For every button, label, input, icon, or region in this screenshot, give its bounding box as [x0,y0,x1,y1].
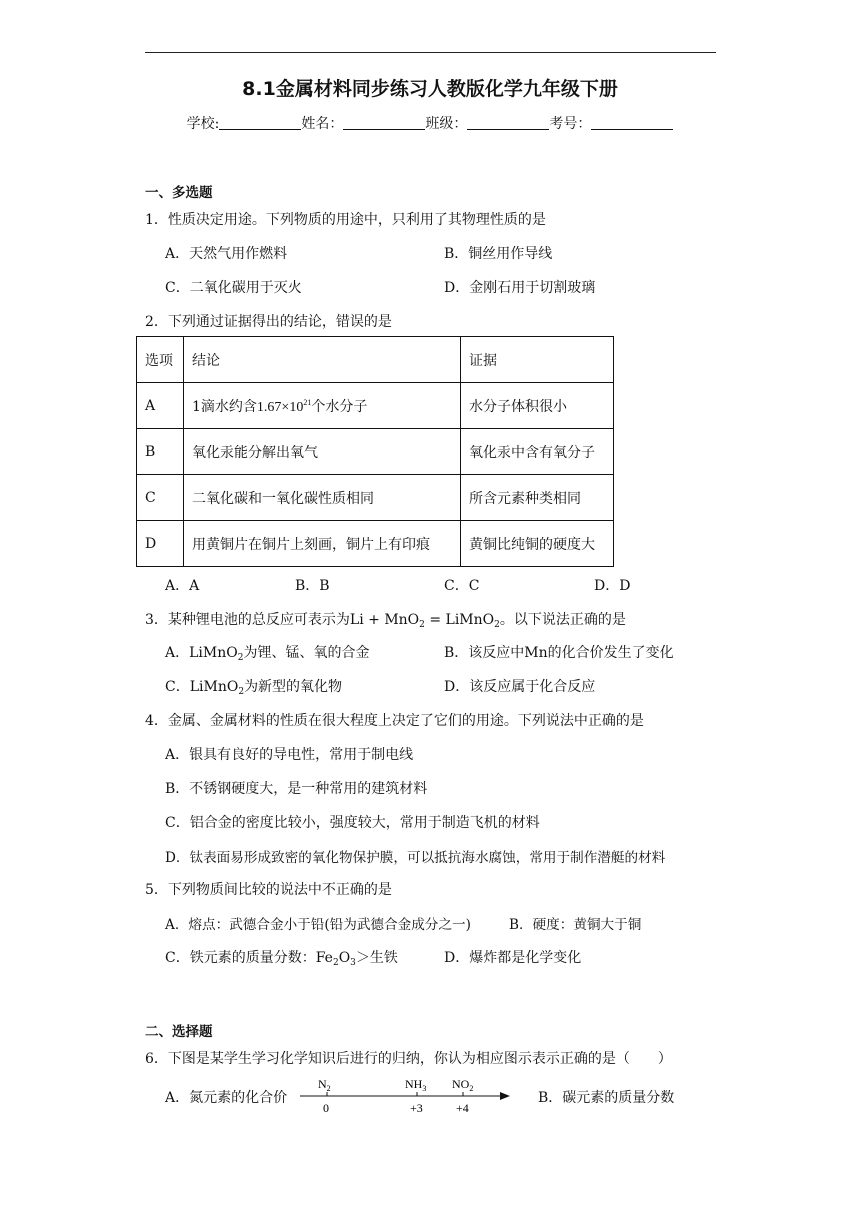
question-2-option-b[interactable]: B．B [295,578,330,594]
class-label: 班级： [425,116,468,132]
table-cell-evidence: 氧化汞中含有氧分子 [461,429,614,475]
valence-label-0: 0 [323,1101,329,1115]
table-cell-evidence: 黄铜比纯铜的硬度大 [461,521,614,567]
student-info [0,113,860,133]
name-label: 姓名： [301,116,344,132]
conclusion-text-post: 个水分子 [311,398,368,415]
table-cell-evidence: 所含元素种类相同 [461,475,614,521]
question-3-stem [145,609,626,629]
question-1-option-a[interactable]: A．天然气用作燃料 [165,246,288,262]
equation-part-2: = LiMnO [424,612,495,628]
question-5-option-b[interactable]: B．硬度：黄铜大于铜 [509,917,642,933]
option-c-subscript-1: 2 [332,958,339,968]
page-title: 8.1金属材料同步练习人教版化学九年级下册 [242,78,618,100]
top-rule [145,52,716,53]
nitrogen-valence-diagram [296,1072,516,1120]
table-cell-conclusion: 二氧化碳和一氧化碳性质相同 [184,475,461,521]
question-3-option-a[interactable] [165,642,369,662]
question-2-option-a[interactable]: A．A [165,578,200,594]
question-2-option-c[interactable]: C．C [444,578,480,594]
table-row [137,475,614,521]
question-6-option-b[interactable]: B．碳元素的质量分数 [538,1090,675,1106]
school-label: 学校: [186,116,220,132]
table-cell-evidence: 水分子体积很小 [461,383,614,429]
option-a-subscript: 2 [237,653,244,663]
question-1-option-c[interactable]: C．二氧化碳用于灭火 [165,280,302,296]
question-1-option-b[interactable]: B．铜丝用作导线 [444,246,553,262]
question-4-option-b[interactable]: B．不锈钢硬度大，是一种常用的建筑材料 [165,781,428,797]
question-3-option-b[interactable]: B．该反应中Mn的化合价发生了变化 [444,645,674,661]
question-5-option-a[interactable]: A．熔点：武德合金小于铅(铅为武德合金成分之一) [165,917,471,933]
question-3-option-d[interactable]: D．该反应属于化合反应 [444,679,596,695]
table-row [137,521,614,567]
question-2-stem: 2．下列通过证据得出的结论，错误的是 [145,314,392,330]
question-6-stem: 6．下图是某学生学习化学知识后进行的归纳，你认为相应图示表示正确的是（ ） [145,1051,672,1067]
question-2-option-d[interactable]: D．D [594,578,631,594]
option-a-text: 为锂、锰、氧的合金 [243,645,370,661]
table-header-row [137,337,614,383]
option-c-text-pre: C．铁元素的质量分数：Fe [165,950,333,966]
table-header-conclusion: 结论 [184,337,461,383]
question-5-stem: 5．下列物质间比较的说法中不正确的是 [145,882,392,898]
question-4-option-a[interactable]: A．银具有良好的导电性，常用于制电线 [165,747,414,763]
question-5-option-c[interactable] [165,947,398,967]
species-label-n2: $N_2$ [318,1077,331,1093]
question-3-stem-post: 。以下说法正确的是 [499,612,626,628]
table-cell-conclusion: 用黄铜片在铜片上刻画，铜片上有印痕 [184,521,461,567]
option-a-formula: A．LiMnO [165,645,238,661]
table-row [137,383,614,429]
conclusion-number: 1.67×10 [256,399,304,415]
table-cell-option: D [137,521,184,567]
table-header-option: 选项 [137,337,184,383]
question-3-option-c[interactable] [165,676,342,696]
option-c-subscript: 2 [238,687,245,697]
question-3-stem-pre: 3．某种锂电池的总反应可表示为 [145,612,350,628]
valence-label-plus3: +3 [410,1101,423,1115]
table-header-evidence: 证据 [461,337,614,383]
question-4-option-d[interactable]: D．钛表面易形成致密的氧化物保护膜，可以抵抗海水腐蚀，常用于制作潜艇的材料 [165,850,666,866]
exam-no-blank[interactable] [591,115,673,130]
section-heading-2: 二、选择题 [145,1024,213,1040]
table-cell-option: B [137,429,184,475]
option-c-text-post: ＞生铁 [355,950,398,966]
equation-part-1: Li + MnO [349,612,420,628]
conclusion-text-pre: 1滴水约含 [192,398,257,415]
table-row [137,429,614,475]
species-label-no2: $NO_2$ [452,1077,474,1093]
option-c-text: 为新型的氧化物 [244,679,343,695]
question-4-option-c[interactable]: C．铝合金的密度比较小，强度较大，常用于制造飞机的材料 [165,815,540,831]
question-6-option-a[interactable]: A．氮元素的化合价 [165,1090,288,1106]
table-cell-conclusion [184,383,461,429]
valence-label-plus4: +4 [456,1101,469,1115]
table-cell-option: A [137,383,184,429]
question-1-stem: 1．性质决定用途。下列物质的用途中，只利用了其物理性质的是 [145,212,546,228]
number-line-arrow [500,1092,510,1100]
question-2-table [136,336,614,567]
option-c-formula-mid: O [338,950,351,966]
name-blank[interactable] [343,115,425,130]
question-1-option-d[interactable]: D．金刚石用于切割玻璃 [444,280,596,296]
option-c-subscript-2: 3 [350,958,356,968]
table-cell-conclusion: 氧化汞能分解出氧气 [184,429,461,475]
class-blank[interactable] [467,115,549,130]
exam-no-label: 考号： [549,116,592,132]
question-3-equation [350,612,500,628]
option-c-formula: C．LiMnO [165,679,239,695]
question-4-stem: 4．金属、金属材料的性质在很大程度上决定了它们的用途。下列说法中正确的是 [145,713,644,729]
question-5-option-d[interactable]: D．爆炸都是化学变化 [444,950,582,966]
conclusion-exponent: 21 [303,397,312,407]
section-heading-1: 一、多选题 [145,185,213,201]
equation-subscript-1: 2 [419,620,425,630]
equation-subscript-2: 2 [494,620,500,630]
species-label-nh3: $NH_3$ [405,1077,427,1093]
table-cell-option: C [137,475,184,521]
school-blank[interactable] [219,115,301,130]
